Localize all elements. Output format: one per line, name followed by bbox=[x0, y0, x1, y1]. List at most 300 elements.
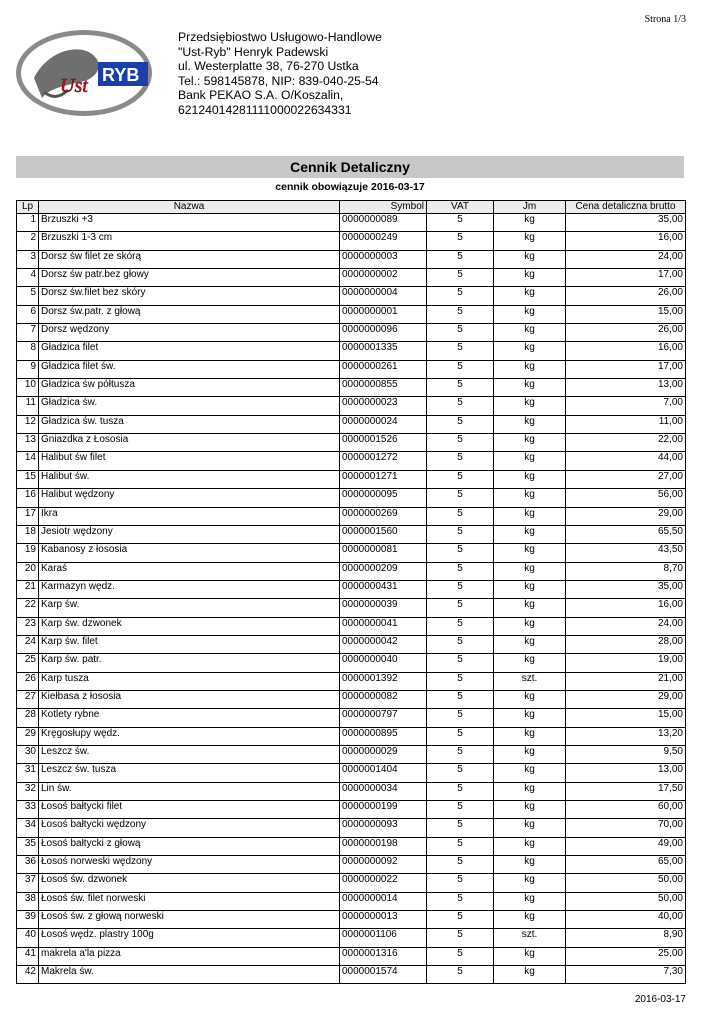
row-name: Łosoś św. z głową norweski bbox=[39, 911, 340, 929]
row-jm: kg bbox=[494, 580, 566, 598]
page-number: Strona 1/3 bbox=[644, 14, 686, 25]
row-price: 21,00 bbox=[566, 672, 686, 690]
table-row bbox=[17, 562, 686, 580]
row-symbol: 0000000003 bbox=[340, 250, 427, 268]
row-symbol: 0000000249 bbox=[340, 232, 427, 250]
row-price: 26,00 bbox=[566, 324, 686, 342]
row-price: 22,00 bbox=[566, 434, 686, 452]
row-lp: 17 bbox=[17, 507, 39, 525]
row-vat: 5 bbox=[427, 727, 494, 745]
row-price: 70,00 bbox=[566, 819, 686, 837]
row-vat: 5 bbox=[427, 507, 494, 525]
row-name: Karaś bbox=[39, 562, 340, 580]
row-name: Karp św. dzwonek bbox=[39, 617, 340, 635]
row-price: 13,00 bbox=[566, 764, 686, 782]
row-jm: kg bbox=[494, 690, 566, 708]
header-price: Cena detaliczna brutto bbox=[566, 201, 686, 214]
row-lp: 27 bbox=[17, 690, 39, 708]
header-name: Nazwa bbox=[39, 201, 340, 214]
row-vat: 5 bbox=[427, 635, 494, 653]
row-symbol: 0000000198 bbox=[340, 837, 427, 855]
table-row bbox=[17, 507, 686, 525]
row-lp: 10 bbox=[17, 379, 39, 397]
table-row bbox=[17, 269, 686, 287]
table-row bbox=[17, 764, 686, 782]
row-lp: 22 bbox=[17, 599, 39, 617]
row-vat: 5 bbox=[427, 911, 494, 929]
row-lp: 1 bbox=[17, 214, 39, 232]
row-symbol: 0000000040 bbox=[340, 654, 427, 672]
row-vat: 5 bbox=[427, 232, 494, 250]
row-name: Gładzica św. tusza bbox=[39, 415, 340, 433]
row-jm: kg bbox=[494, 727, 566, 745]
row-price: 49,00 bbox=[566, 837, 686, 855]
row-lp: 12 bbox=[17, 415, 39, 433]
row-price: 24,00 bbox=[566, 617, 686, 635]
row-price: 8,90 bbox=[566, 929, 686, 947]
row-name: Gniazdka z Łososia bbox=[39, 434, 340, 452]
row-jm: kg bbox=[494, 379, 566, 397]
row-vat: 5 bbox=[427, 452, 494, 470]
row-jm: kg bbox=[494, 874, 566, 892]
row-vat: 5 bbox=[427, 269, 494, 287]
row-symbol: 0000000797 bbox=[340, 709, 427, 727]
row-symbol: 0000000039 bbox=[340, 599, 427, 617]
row-symbol: 0000000081 bbox=[340, 544, 427, 562]
row-lp: 42 bbox=[17, 966, 39, 984]
row-name: Karp św. patr. bbox=[39, 654, 340, 672]
table-row bbox=[17, 397, 686, 415]
row-price: 25,00 bbox=[566, 947, 686, 965]
row-symbol: 0000000431 bbox=[340, 580, 427, 598]
row-jm: kg bbox=[494, 654, 566, 672]
row-symbol: 0000000014 bbox=[340, 892, 427, 910]
table-row bbox=[17, 966, 686, 984]
row-lp: 2 bbox=[17, 232, 39, 250]
row-price: 35,00 bbox=[566, 580, 686, 598]
row-jm: kg bbox=[494, 434, 566, 452]
row-symbol: 0000000095 bbox=[340, 489, 427, 507]
row-name: Karp tusza bbox=[39, 672, 340, 690]
row-jm: kg bbox=[494, 342, 566, 360]
row-jm: kg bbox=[494, 856, 566, 874]
row-lp: 16 bbox=[17, 489, 39, 507]
row-price: 50,00 bbox=[566, 874, 686, 892]
row-vat: 5 bbox=[427, 947, 494, 965]
table-row bbox=[17, 672, 686, 690]
row-price: 27,00 bbox=[566, 470, 686, 488]
row-vat: 5 bbox=[427, 470, 494, 488]
row-price: 29,00 bbox=[566, 507, 686, 525]
row-vat: 5 bbox=[427, 819, 494, 837]
company-line: Bank PEKAO S.A. O/Koszalin, bbox=[178, 88, 344, 103]
row-lp: 6 bbox=[17, 305, 39, 323]
row-lp: 34 bbox=[17, 819, 39, 837]
row-jm: kg bbox=[494, 635, 566, 653]
row-jm: kg bbox=[494, 764, 566, 782]
table-row bbox=[17, 874, 686, 892]
row-lp: 37 bbox=[17, 874, 39, 892]
table-row bbox=[17, 690, 686, 708]
row-symbol: 0000001316 bbox=[340, 947, 427, 965]
header-lp: Lp bbox=[17, 201, 39, 214]
row-vat: 5 bbox=[427, 250, 494, 268]
table-row bbox=[17, 727, 686, 745]
table-row bbox=[17, 525, 686, 543]
table-row bbox=[17, 544, 686, 562]
row-jm: kg bbox=[494, 837, 566, 855]
row-name: Kiełbasa z łososia bbox=[39, 690, 340, 708]
row-jm: kg bbox=[494, 892, 566, 910]
row-name: Makrela św. bbox=[39, 966, 340, 984]
row-jm: kg bbox=[494, 599, 566, 617]
row-vat: 5 bbox=[427, 745, 494, 763]
row-price: 15,00 bbox=[566, 709, 686, 727]
row-lp: 4 bbox=[17, 269, 39, 287]
row-lp: 28 bbox=[17, 709, 39, 727]
row-vat: 5 bbox=[427, 966, 494, 984]
row-lp: 26 bbox=[17, 672, 39, 690]
row-jm: kg bbox=[494, 470, 566, 488]
row-price: 7,00 bbox=[566, 397, 686, 415]
row-vat: 5 bbox=[427, 360, 494, 378]
row-lp: 38 bbox=[17, 892, 39, 910]
row-lp: 5 bbox=[17, 287, 39, 305]
row-price: 24,00 bbox=[566, 250, 686, 268]
table-row bbox=[17, 801, 686, 819]
row-name: Dorsz św patr.bez głowy bbox=[39, 269, 340, 287]
company-line: Tel.: 598145878, NIP: 839-040-25-54 bbox=[178, 73, 379, 88]
row-symbol: 0000000023 bbox=[340, 397, 427, 415]
row-vat: 5 bbox=[427, 782, 494, 800]
row-vat: 5 bbox=[427, 764, 494, 782]
row-name: Lin św. bbox=[39, 782, 340, 800]
row-symbol: 0000000041 bbox=[340, 617, 427, 635]
table-row bbox=[17, 745, 686, 763]
row-name: Dorsz św filet ze skórą bbox=[39, 250, 340, 268]
row-price: 40,00 bbox=[566, 911, 686, 929]
row-jm: kg bbox=[494, 415, 566, 433]
row-symbol: 0000000042 bbox=[340, 635, 427, 653]
row-price: 9,50 bbox=[566, 745, 686, 763]
row-price: 19,00 bbox=[566, 654, 686, 672]
row-jm: kg bbox=[494, 452, 566, 470]
row-name: Kabanosy z łososia bbox=[39, 544, 340, 562]
table-row bbox=[17, 856, 686, 874]
table-row bbox=[17, 947, 686, 965]
row-jm: kg bbox=[494, 911, 566, 929]
row-symbol: 0000001526 bbox=[340, 434, 427, 452]
row-symbol: 0000001106 bbox=[340, 929, 427, 947]
row-name: Łosoś wędz. plastry 100g bbox=[39, 929, 340, 947]
row-price: 56,00 bbox=[566, 489, 686, 507]
row-jm: kg bbox=[494, 214, 566, 232]
row-jm: kg bbox=[494, 562, 566, 580]
row-vat: 5 bbox=[427, 892, 494, 910]
company-line: Przedsiębiostwo Usługowo-Handlowe bbox=[178, 30, 382, 44]
footer-date: 2016-03-17 bbox=[634, 994, 686, 1005]
row-name: Gładzica filet bbox=[39, 342, 340, 360]
table-row bbox=[17, 617, 686, 635]
row-jm: kg bbox=[494, 250, 566, 268]
table-row bbox=[17, 379, 686, 397]
row-jm: kg bbox=[494, 819, 566, 837]
row-vat: 5 bbox=[427, 434, 494, 452]
row-lp: 19 bbox=[17, 544, 39, 562]
row-name: Brzuszki +3 bbox=[39, 214, 340, 232]
row-lp: 8 bbox=[17, 342, 39, 360]
row-jm: kg bbox=[494, 489, 566, 507]
row-price: 28,00 bbox=[566, 635, 686, 653]
row-jm: kg bbox=[494, 232, 566, 250]
row-name: Łosoś bałtycki filet bbox=[39, 801, 340, 819]
row-jm: kg bbox=[494, 544, 566, 562]
row-lp: 14 bbox=[17, 452, 39, 470]
row-jm: kg bbox=[494, 305, 566, 323]
row-jm: szt. bbox=[494, 672, 566, 690]
row-symbol: 0000000082 bbox=[340, 690, 427, 708]
row-vat: 5 bbox=[427, 874, 494, 892]
row-jm: kg bbox=[494, 709, 566, 727]
row-price: 17,50 bbox=[566, 782, 686, 800]
company-line: "Ust-Ryb" Henryk Padewski bbox=[178, 44, 329, 59]
row-jm: kg bbox=[494, 525, 566, 543]
table-row bbox=[17, 324, 686, 342]
table-row bbox=[17, 470, 686, 488]
row-lp: 7 bbox=[17, 324, 39, 342]
row-name: Jesiotr wędzony bbox=[39, 525, 340, 543]
table-row bbox=[17, 929, 686, 947]
row-price: 50,00 bbox=[566, 892, 686, 910]
header-jm: Jm bbox=[494, 201, 566, 214]
row-name: Kotlety rybne bbox=[39, 709, 340, 727]
row-lp: 15 bbox=[17, 470, 39, 488]
row-lp: 39 bbox=[17, 911, 39, 929]
row-name: Gładzica św półtusza bbox=[39, 379, 340, 397]
table-row bbox=[17, 415, 686, 433]
row-jm: kg bbox=[494, 287, 566, 305]
row-lp: 41 bbox=[17, 947, 39, 965]
row-symbol: 0000000022 bbox=[340, 874, 427, 892]
row-price: 29,00 bbox=[566, 690, 686, 708]
row-symbol: 0000000002 bbox=[340, 269, 427, 287]
row-lp: 40 bbox=[17, 929, 39, 947]
row-symbol: 0000000261 bbox=[340, 360, 427, 378]
row-jm: kg bbox=[494, 617, 566, 635]
row-symbol: 0000000209 bbox=[340, 562, 427, 580]
row-vat: 5 bbox=[427, 709, 494, 727]
row-vat: 5 bbox=[427, 690, 494, 708]
row-price: 8,70 bbox=[566, 562, 686, 580]
row-name: Dorsz św.filet bez skóry bbox=[39, 287, 340, 305]
table-row bbox=[17, 599, 686, 617]
row-lp: 9 bbox=[17, 360, 39, 378]
table-row bbox=[17, 819, 686, 837]
row-symbol: 0000000001 bbox=[340, 305, 427, 323]
row-vat: 5 bbox=[427, 837, 494, 855]
row-lp: 33 bbox=[17, 801, 39, 819]
row-name: Karp św. bbox=[39, 599, 340, 617]
row-jm: kg bbox=[494, 269, 566, 287]
row-lp: 29 bbox=[17, 727, 39, 745]
row-lp: 21 bbox=[17, 580, 39, 598]
row-vat: 5 bbox=[427, 324, 494, 342]
row-symbol: 0000001404 bbox=[340, 764, 427, 782]
row-price: 16,00 bbox=[566, 599, 686, 617]
row-vat: 5 bbox=[427, 617, 494, 635]
row-vat: 5 bbox=[427, 379, 494, 397]
table-row bbox=[17, 232, 686, 250]
row-vat: 5 bbox=[427, 801, 494, 819]
row-price: 17,00 bbox=[566, 360, 686, 378]
row-jm: kg bbox=[494, 324, 566, 342]
svg-text:RYB: RYB bbox=[102, 65, 140, 85]
row-name: Leszcz św. bbox=[39, 745, 340, 763]
row-name: Halibut św. bbox=[39, 470, 340, 488]
row-symbol: 0000000895 bbox=[340, 727, 427, 745]
row-lp: 30 bbox=[17, 745, 39, 763]
row-jm: kg bbox=[494, 947, 566, 965]
document-title: Cennik Detaliczny bbox=[16, 156, 684, 178]
row-symbol: 0000000029 bbox=[340, 745, 427, 763]
row-name: Gładzica św. bbox=[39, 397, 340, 415]
row-symbol: 0000001271 bbox=[340, 470, 427, 488]
price-table bbox=[16, 200, 686, 984]
row-vat: 5 bbox=[427, 672, 494, 690]
row-price: 44,00 bbox=[566, 452, 686, 470]
row-name: Dorsz św.patr. z głową bbox=[39, 305, 340, 323]
row-name: Ikra bbox=[39, 507, 340, 525]
row-symbol: 0000000096 bbox=[340, 324, 427, 342]
row-name: Łosoś bałtycki wędzony bbox=[39, 819, 340, 837]
row-jm: kg bbox=[494, 507, 566, 525]
row-name: Karp św. filet bbox=[39, 635, 340, 653]
row-lp: 3 bbox=[17, 250, 39, 268]
row-price: 15,00 bbox=[566, 305, 686, 323]
header-vat: VAT bbox=[427, 201, 494, 214]
row-price: 35,00 bbox=[566, 214, 686, 232]
row-symbol: 0000001392 bbox=[340, 672, 427, 690]
row-lp: 35 bbox=[17, 837, 39, 855]
row-name: Brzuszki 1-3 cm bbox=[39, 232, 340, 250]
row-name: Łosoś bałtycki z głową bbox=[39, 837, 340, 855]
row-vat: 5 bbox=[427, 397, 494, 415]
row-name: Łosoś św. filet norweski bbox=[39, 892, 340, 910]
row-symbol: 0000001272 bbox=[340, 452, 427, 470]
row-lp: 20 bbox=[17, 562, 39, 580]
table-row bbox=[17, 635, 686, 653]
document-subtitle: cennik obowiązuje 2016-03-17 bbox=[275, 181, 425, 193]
row-vat: 5 bbox=[427, 342, 494, 360]
row-symbol: 0000000089 bbox=[340, 214, 427, 232]
row-price: 7,30 bbox=[566, 966, 686, 984]
header-symbol: Symbol bbox=[340, 201, 427, 214]
row-lp: 11 bbox=[17, 397, 39, 415]
row-vat: 5 bbox=[427, 562, 494, 580]
row-name: Halibut św filet bbox=[39, 452, 340, 470]
row-price: 13,00 bbox=[566, 379, 686, 397]
table-row bbox=[17, 782, 686, 800]
row-lp: 13 bbox=[17, 434, 39, 452]
row-price: 17,00 bbox=[566, 269, 686, 287]
row-vat: 5 bbox=[427, 856, 494, 874]
row-vat: 5 bbox=[427, 654, 494, 672]
row-price: 65,50 bbox=[566, 525, 686, 543]
row-vat: 5 bbox=[427, 305, 494, 323]
row-vat: 5 bbox=[427, 580, 494, 598]
row-symbol: 0000000855 bbox=[340, 379, 427, 397]
company-line: 62124014281111000022634331 bbox=[178, 102, 352, 117]
table-row bbox=[17, 911, 686, 929]
row-symbol: 0000001335 bbox=[340, 342, 427, 360]
row-price: 60,00 bbox=[566, 801, 686, 819]
company-logo bbox=[14, 28, 154, 118]
row-lp: 24 bbox=[17, 635, 39, 653]
table-header-row bbox=[17, 201, 686, 214]
row-lp: 23 bbox=[17, 617, 39, 635]
row-lp: 31 bbox=[17, 764, 39, 782]
row-vat: 5 bbox=[427, 929, 494, 947]
row-jm: kg bbox=[494, 360, 566, 378]
table-row bbox=[17, 452, 686, 470]
row-vat: 5 bbox=[427, 599, 494, 617]
table-row bbox=[17, 250, 686, 268]
row-symbol: 0000000269 bbox=[340, 507, 427, 525]
svg-text:Ust: Ust bbox=[60, 75, 88, 97]
row-vat: 5 bbox=[427, 415, 494, 433]
row-symbol: 0000001574 bbox=[340, 966, 427, 984]
row-symbol: 0000000004 bbox=[340, 287, 427, 305]
row-name: makrela a'la pizza bbox=[39, 947, 340, 965]
row-symbol: 0000000093 bbox=[340, 819, 427, 837]
table-row bbox=[17, 489, 686, 507]
row-symbol: 0000001560 bbox=[340, 525, 427, 543]
row-vat: 5 bbox=[427, 489, 494, 507]
row-name: Kręgosłupy wędz. bbox=[39, 727, 340, 745]
row-price: 16,00 bbox=[566, 232, 686, 250]
company-line: ul. Westerplatte 38, 76-270 Ustka bbox=[178, 59, 359, 74]
row-price: 43,50 bbox=[566, 544, 686, 562]
table-row bbox=[17, 287, 686, 305]
row-jm: kg bbox=[494, 782, 566, 800]
table-row bbox=[17, 892, 686, 910]
row-price: 11,00 bbox=[566, 415, 686, 433]
row-price: 16,00 bbox=[566, 342, 686, 360]
row-jm: kg bbox=[494, 745, 566, 763]
table-row bbox=[17, 837, 686, 855]
row-jm: kg bbox=[494, 397, 566, 415]
row-jm: szt. bbox=[494, 929, 566, 947]
table-row bbox=[17, 214, 686, 232]
row-price: 13,20 bbox=[566, 727, 686, 745]
row-vat: 5 bbox=[427, 544, 494, 562]
table-row bbox=[17, 360, 686, 378]
table-row bbox=[17, 434, 686, 452]
row-price: 26,00 bbox=[566, 287, 686, 305]
row-name: Łosoś norweski wędzony bbox=[39, 856, 340, 874]
row-symbol: 0000000199 bbox=[340, 801, 427, 819]
row-name: Łosoś św. dzwonek bbox=[39, 874, 340, 892]
row-jm: kg bbox=[494, 966, 566, 984]
table-row bbox=[17, 654, 686, 672]
row-lp: 32 bbox=[17, 782, 39, 800]
row-symbol: 0000000013 bbox=[340, 911, 427, 929]
row-symbol: 0000000092 bbox=[340, 856, 427, 874]
row-lp: 18 bbox=[17, 525, 39, 543]
row-name: Gładzica filet św. bbox=[39, 360, 340, 378]
row-lp: 25 bbox=[17, 654, 39, 672]
row-name: Dorsz wędzony bbox=[39, 324, 340, 342]
